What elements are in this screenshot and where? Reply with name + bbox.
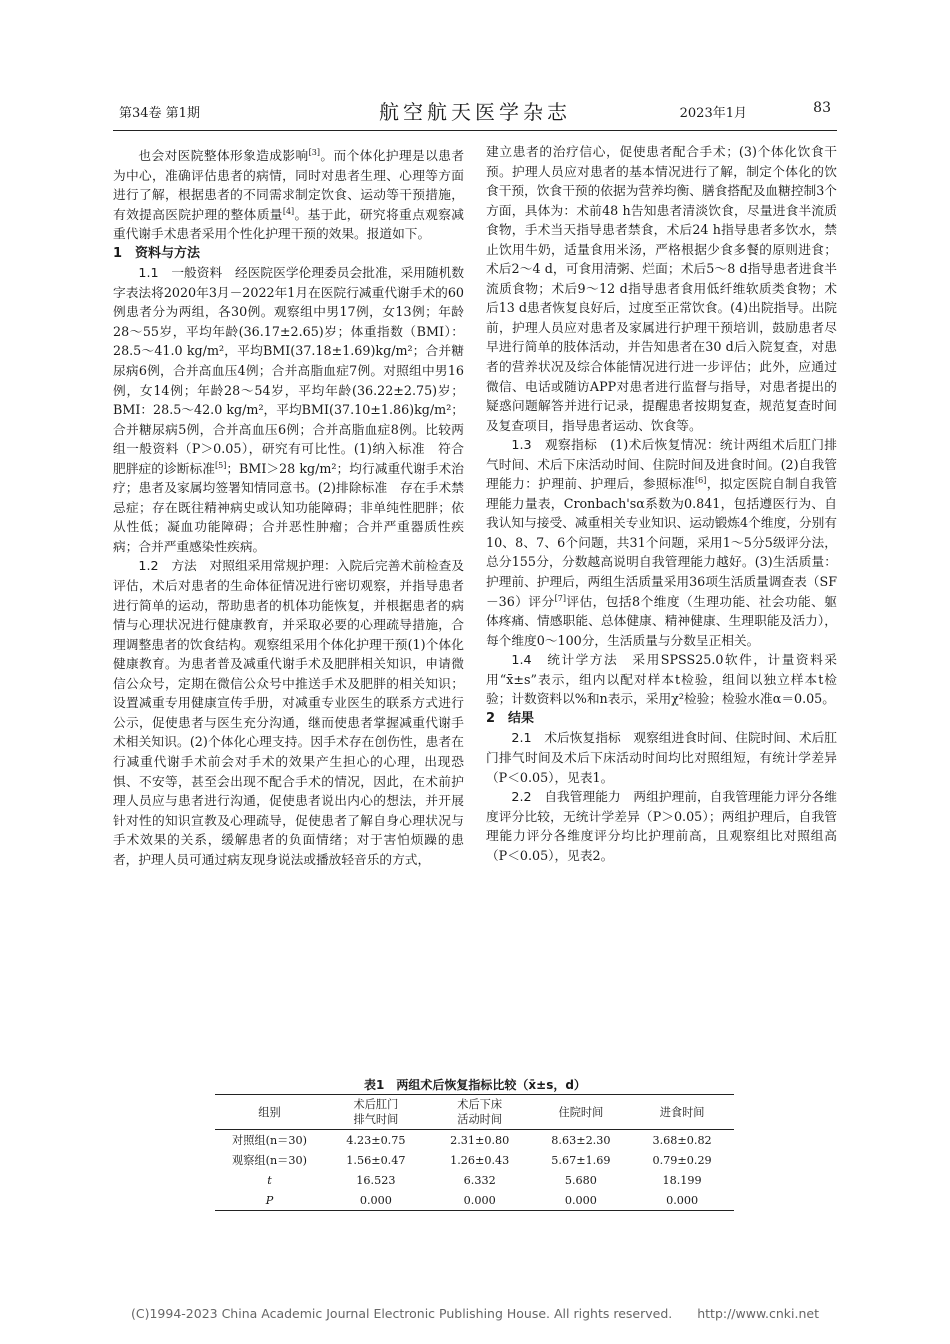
section-heading: 1 资料与方法 <box>113 245 201 261</box>
table1-header-cell: 住院时间 <box>532 1095 631 1130</box>
subsection-label: 1.1 一般资料 <box>138 265 223 281</box>
table1-row <box>215 1170 734 1190</box>
table1-header-cell: 术后肛门 排气时间 <box>324 1095 428 1130</box>
table1-caption: 表1 两组术后恢复指标比较（x̄±s，d） <box>364 1078 586 1092</box>
citation-ref: [5] <box>215 460 227 470</box>
paragraph-text: 。基于此，研究将重点观察减重代谢手术患者采用个性化护理干预的效果。报道如下。 <box>113 206 464 242</box>
table1-header-cell: 进食时间 <box>630 1095 734 1130</box>
table1-cell: 1.26±0.43 <box>450 1153 510 1167</box>
copyright-footer: (C)1994-2023 China Academic Journal Electronic Publishing House. All rights reserved. http://www.cnki.net <box>130 1306 820 1321</box>
section-heading: 2 结果 <box>486 710 535 726</box>
paragraph-text: 两组护理前，自我管理能力评分各维度评分比较，无统计学差异（P＞0.05）；两组护理后，自我管理能力评分各维度评分均比护理前高，且观察组比对照组高（P＜0.05），见表2。 <box>486 789 837 863</box>
paragraph-text: 观察组进食时间、住院时间、术后肛门排气时间及术后下床活动时间均比对照组短，有统计学差异（P＜0.05），见表1。 <box>486 730 837 785</box>
table1-cell: 5.680 <box>564 1173 597 1187</box>
paragraph <box>486 650 837 709</box>
paragraph-text: 评估，包括8个维度（生理功能、社会功能、躯体疼痛、情感职能、总体健康、精神健康、生理职能及活力），每个维度0～100分，生活质量与分数呈正相关。 <box>486 593 837 648</box>
running-header <box>113 96 837 131</box>
table1-cell: 6.332 <box>463 1173 496 1187</box>
citation-ref: [6] <box>695 476 707 486</box>
table1-cell: 3.68±0.82 <box>652 1133 712 1147</box>
subsection-label: 1.2 方法 <box>138 558 197 574</box>
right-column <box>486 142 837 865</box>
table1-cell: 0.000 <box>428 1190 532 1211</box>
table1-cell: 4.23±0.75 <box>346 1133 406 1147</box>
table1-cell: 1.56±0.47 <box>346 1153 406 1167</box>
table1-header-row <box>215 1095 734 1130</box>
paragraph-text: 。而个体化护理是以患者为中心，准确评估患者的病情，同时对患者生理、心理等方面进行了解，根据患者的不同需求制定饮食、运动等干预措施，有效提高医院护理的整体质量 <box>113 148 465 222</box>
table1-cell: 8.63±2.30 <box>551 1133 611 1147</box>
paragraph-text: 经医院医学伦理委员会批准，采用随机数字表法将2020年3月－2022年1月在医院行减重代谢手术的60例患者分为两组，各30例。观察组中男17例，女13例；年龄28～55岁，平均年龄(36.17±2.65)岁；体重指数（BMI）：28.5～41.0 kg/m²，平均BMI(37.18±1.69)kg/m²；合并糖尿病6例，合并高血压4例；合并高脂血症7例。对照组中男16例，女14例；年龄28～54岁，平均年龄(36.22±2.75)岁；BMI：28.5～42.0 kg/m²，平均BMI(37.10±1.86)kg/m²；合并糖尿病5例，合并高血压6例；合并高脂血症8例。比较两组一般资料（P＞0.05），研究有可比性。(1)纳入标准 符合肥胖症的诊断标准 <box>113 265 465 476</box>
subsection-label: 1.4 统计学方法 <box>511 652 619 668</box>
table1-cell: t <box>267 1173 272 1187</box>
paragraph <box>486 787 837 865</box>
paragraph <box>113 556 464 869</box>
paragraph <box>486 728 837 787</box>
journal-title: 航空航天医学杂志 <box>379 100 571 124</box>
paragraph-text: 对照组采用常规护理：入院后完善术前检查及评估，术后对患者的生命体征情况进行密切观察，并指导患者进行简单的运动，帮助患者的机体功能恢复，并根据患者的病情与心理状况进行健康教育，并采取必要的心理疏导措施，合理调整患者的饮食结构。观察组采用个体化护理干预(1)个体化健康教育。为患者普及减重代谢手术及肥胖相关知识，申请微信公众号，定期在微信公众号中推送手术及肥胖的相关知识；设置减重专用健康宣传手册，对减重专业医生的联系方式进行公示，促使患者与医生充分沟通，继而使患者掌握减重代谢手术相关知识。(2)个体化心理支持。因手术存在创伤性，患者在行减重代谢手术前会对手术的效果产生担心的心理，出现恐惧、不安等，甚至会出现不配合手术的情况，因此，在术前护理人员应与患者进行沟通，促使患者说出内心的想法，并开展针对性的知识宣教及心理疏导，促使患者了解自身心理状况与手术效果的关系，缓解患者的负面情绪；对于害怕烦躁的患者，护理人员可通过病友现身说法或播放轻音乐的方式， <box>113 558 465 867</box>
table1-cell: 观察组(n＝30) <box>232 1154 307 1167</box>
table1-header-cell: 术后下床 活动时间 <box>428 1095 532 1130</box>
issue-date: 2023年1月 <box>679 106 747 121</box>
table1-row <box>215 1150 734 1170</box>
paragraph-text: ；BMI＞28 kg/m²；均行减重代谢手术治疗；患者及家属均签署知情同意书。(2)排除标准 存在手术禁忌症；存在既往精神病史或认知功能障碍；非单纯性肥胖；依从性低；凝血功能障碍；合并恶性肿瘤；合并严重器质性疾病；合并严重感染性疾病。 <box>113 460 464 554</box>
table1 <box>215 1094 734 1211</box>
subsection-label: 1.3 观察指标 <box>511 437 598 453</box>
page-number: 83 <box>813 100 831 116</box>
table1-cell: 2.31±0.80 <box>450 1133 510 1147</box>
citation-ref: [7] <box>554 593 566 603</box>
paragraph <box>486 142 837 435</box>
citation-ref: [3] <box>308 147 320 157</box>
paragraph <box>113 263 464 556</box>
table1-cell: 0.79±0.29 <box>652 1153 712 1167</box>
table1-cell: 对照组(n＝30) <box>232 1134 307 1147</box>
table1-cell: 18.199 <box>662 1173 702 1187</box>
paragraph <box>486 435 837 650</box>
volume-issue: 第34卷 第1期 <box>119 106 200 121</box>
table1-cell: 5.67±1.69 <box>551 1153 611 1167</box>
table1-header-cell: 组别 <box>215 1095 324 1130</box>
table1-cell: 0.000 <box>532 1190 631 1211</box>
table1-cell: 0.000 <box>324 1190 428 1211</box>
paragraph <box>113 146 464 244</box>
citation-ref: [4] <box>282 206 295 216</box>
table1-row <box>215 1130 734 1151</box>
subsection-label: 2.2 自我管理能力 <box>511 789 621 805</box>
table1-cell: 0.000 <box>630 1190 734 1211</box>
paragraph-text: 采用SPSS25.0软件，计量资料采用“x̄±s”表示，组内以配对样本t检验，组间以独立样本t检验；计数资料以%和n表示，采用χ²检验；检验水准α＝0.05。 <box>486 652 837 707</box>
paragraph-text: 也会对医院整体形象造成影响 <box>138 148 309 163</box>
paragraph-text: ，拟定医院自制自我管理能力量表，Cronbach'sα系数为0.841，包括遵医行为、自我认知与接受、减重相关专业知识、运动锻炼4个维度，分别有10、8、7、6个问题，共31个问题，采用1～5分5级评分法，总分155分，分数越高说明自我管理能力越好。(3)生活质量：护理前、护理后，两组生活质量采用36项生活质量调查表（SF－36）评分 <box>486 476 838 609</box>
table1-row <box>215 1190 734 1211</box>
paragraph-text: (1)术后恢复情况：统计两组术后肛门排气时间、术后下床活动时间、住院时间及进食时间。(2)自我管理能力：护理前、护理后，参照标准 <box>486 437 837 492</box>
left-column <box>113 146 464 869</box>
table1-cell: 16.523 <box>356 1173 396 1187</box>
table1-cell: P <box>215 1190 324 1211</box>
paragraph-text: 建立患者的治疗信心，促使患者配合手术；(3)个体化饮食干预。护理人员应对患者的基本情况进行了解，制定个体化的饮食干预，饮食干预的依据为营养均衡、膳食搭配及血糖控制3个方面，具体为：术前48 h告知患者清淡饮食，尽量进食半流质食物，手术当天指导患者禁食，术后24 h指导患者多饮水，禁止饮用牛奶，适量食用米汤，严格根据少食多餐的原则进食；术后2～4 d，可食用清粥、烂面；术后5～8 d指导患者进食半流质食物；术后9～12 d指导患者食用低纤维软质类食物；术后13 d患者恢复良好后，过度至正常饮食。(4)出院指导。出院前，护理人员应对患者及家属进行护理干预培训，鼓励患者尽早进行简单的肢体活动，并告知患者在30 d后入院复查，对患者的营养状况及综合体能情况进行进一步评估；此外，应通过微信、电话或随访APP对患者进行监督与指导，对患者提出的疑惑问题解答并进行记录，提醒患者按期复查，规范复查时间及复查项目，指导患者运动、饮食等。 <box>486 144 837 433</box>
subsection-label: 2.1 术后恢复指标 <box>511 730 621 746</box>
